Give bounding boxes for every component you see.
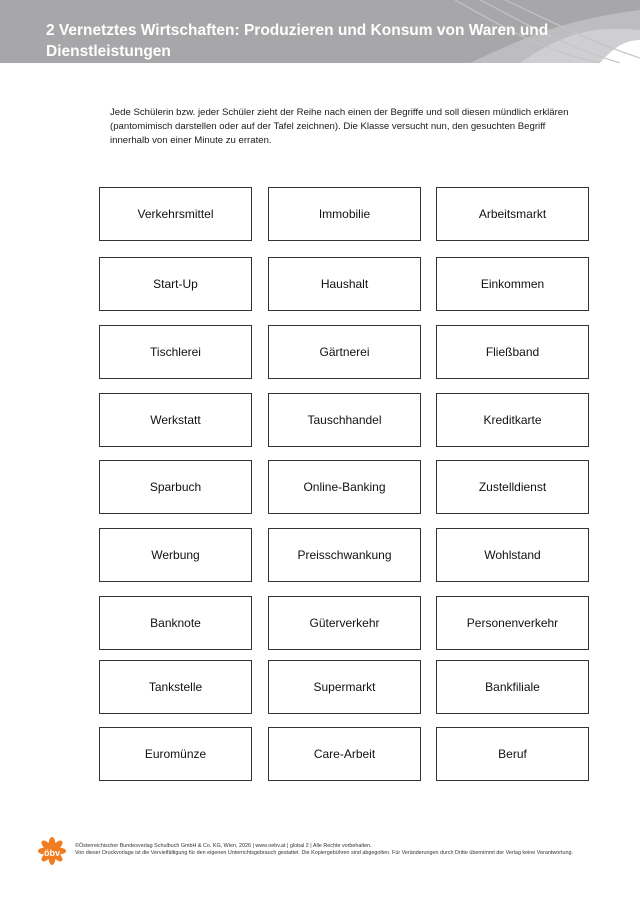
instruction-text: Jede Schülerin bzw. jeder Schüler zieht der Reihe nach einen der Begriffe und soll diesen mündlich erklären (pantomimisch darstellen oder auf der Tafel zeichnen). Die Klasse versucht nun, den gesuchten Begriff innerhalb von einer Minute zu erraten. [110, 107, 569, 146]
term-card: Kreditkarte [436, 393, 589, 447]
term-card: Fließband [436, 325, 589, 379]
page-header [0, 0, 640, 63]
term-card: Verkehrsmittel [99, 187, 252, 241]
term-card: Zustelldienst [436, 460, 589, 514]
term-card: Preisschwankung [268, 528, 421, 582]
term-card: Gärtnerei [268, 325, 421, 379]
term-card: Banknote [99, 596, 252, 650]
page-title: 2 Vernetztes Wirtschaften: Produzieren und Konsum von Waren und Dienstleistungen [46, 22, 549, 60]
term-card: Werkstatt [99, 393, 252, 447]
term-card: Immobilie [268, 187, 421, 241]
footer-copyright [75, 843, 595, 857]
term-card: Bankfiliale [436, 660, 589, 714]
logo-text: öbv [43, 848, 61, 858]
term-card: Einkommen [436, 257, 589, 311]
term-card: Supermarkt [268, 660, 421, 714]
term-card: Beruf [436, 727, 589, 781]
term-card: Tankstelle [99, 660, 252, 714]
term-card: Tauschhandel [268, 393, 421, 447]
term-card: Personenverkehr [436, 596, 589, 650]
term-card: Start-Up [99, 257, 252, 311]
term-card: Sparbuch [99, 460, 252, 514]
term-card: Arbeitsmarkt [436, 187, 589, 241]
term-card: Haushalt [268, 257, 421, 311]
term-card: Güterverkehr [268, 596, 421, 650]
term-card: Euromünze [99, 727, 252, 781]
oebv-logo-icon [36, 834, 68, 868]
footer-line-1: ©Österreichischer Bundesverlag Schulbuch GmbH & Co. KG, Wien, 2026 | www.oebv.at | global 2 | Alle Rechte vorbehalten. [75, 843, 372, 849]
term-card: Online-Banking [268, 460, 421, 514]
footer-line-2: Von dieser Druckvorlage ist die Vervielfältigung für den eigenen Unterrichtsgebrauch gestattet. Die Kopiergebühren sind abgegolten. Für Veränderungen durch Dritte übernimmt der Verlag keine Verantwortung. [75, 850, 574, 856]
term-card: Care-Arbeit [268, 727, 421, 781]
term-card: Tischlerei [99, 325, 252, 379]
term-card: Wohlstand [436, 528, 589, 582]
term-card: Werbung [99, 528, 252, 582]
